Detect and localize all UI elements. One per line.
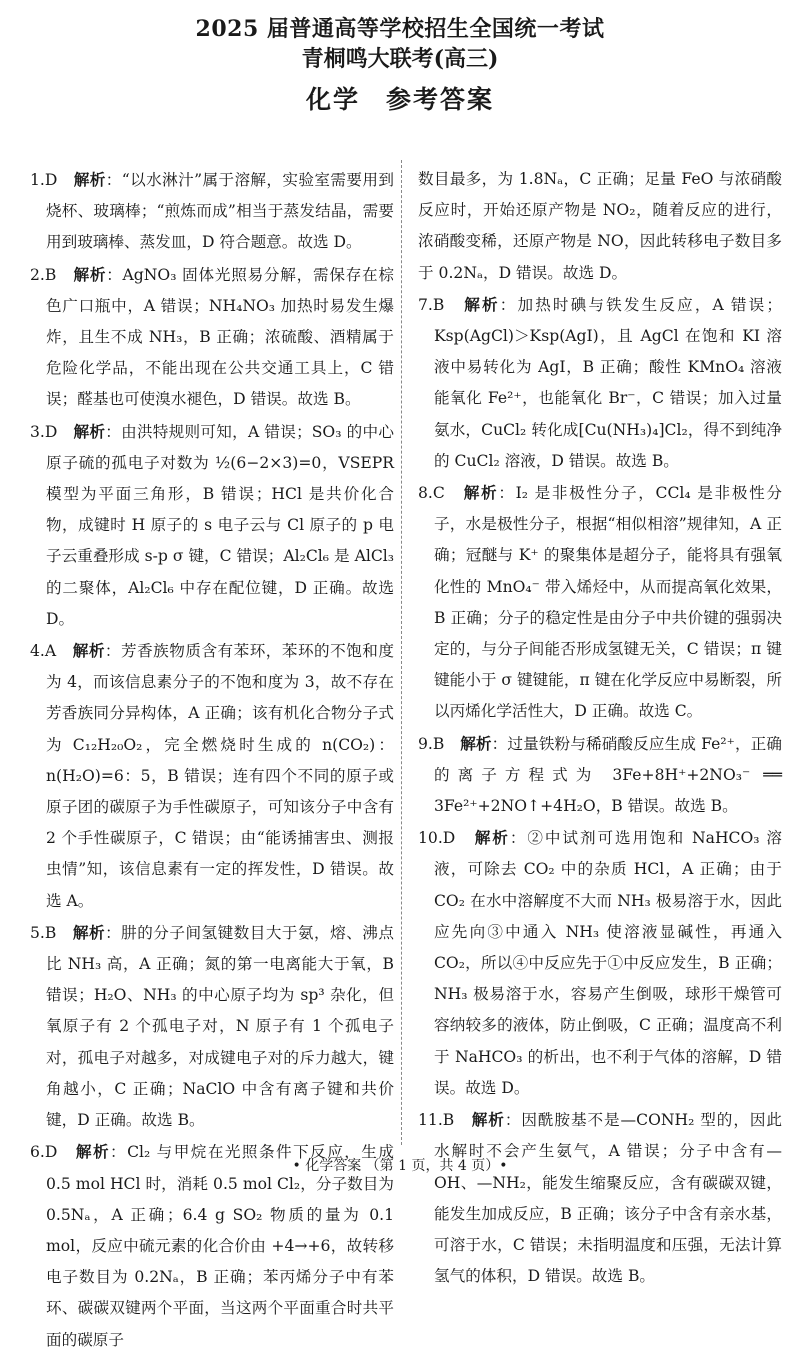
answer-item: 11.B 解析：因酰胺基不是—CONH₂ 型的，因此水解时不会产生氨气，A 错误；分子中含有—OH、—NH₂，能发生缩聚反应，含有碳碳双键，能发生加成反应，B 正确；该分子中含有亲水基，可溶于水，C 错误；未指明温度和压强，无法计算氢气的体积，D 错误。故选 B。 — [418, 1110, 782, 1286]
answer-item: 1.D 解析：“以水淋汁”属于溶解，实验室需要用到烧杯、玻璃棒；“煎炼而成”相当于蒸发结晶，需要用到玻璃棒、蒸发皿，D 符合题意。故选 D。 — [30, 170, 394, 252]
answer-item: 9.B 解析：过量铁粉与稀硝酸反应生成 Fe²⁺，正确的离子方程式为 3Fe+8H⁺+2NO₃⁻ ══ 3Fe²⁺+2NO↑+4H₂O，B 错误。故选 B。 — [418, 733, 782, 816]
answer-item: 5.B 解析：肼的分子间氢键数目大于氨，熔、沸点比 NH₃ 高，A 正确；氮的第一电离能大于氧，B 错误；H₂O、NH₃ 的中心原子均为 sp³ 杂化，但氧原子有 2 个孤电子对，N 原子有 1 个孤电子对，孤电子对越多，对成键电子对的斥力越大，键角越小，C 正确；NaClO 中含有离子键和共价键，D 正确。故选 B。 — [30, 922, 394, 1130]
page-footer: • 化学答案 （第 1 页，共 4 页）• — [292, 1158, 508, 1174]
header — [0, 14, 800, 118]
answer-item: 10.D 解析：②中试剂可选用饱和 NaHCO₃ 溶液，可除去 CO₂ 中的杂质 HCl，A 正确；由于 CO₂ 在水中溶解度不大而 NH₃ 极易溶于水，因此应先向③中通入 NH₃ 使溶液显碱性，再通入 CO₂，所以④中反应先于①中反应发生，B 正确；NH₃ 极易溶于水，容易产生倒吸，球形干燥管可容纳较多的液体，防止倒吸，C 正确；温度高不利于 NaHCO₃ 的析出，也不利于气体的溶解，D 错误。故选 D。 — [418, 828, 782, 1097]
answer-item: 7.B 解析：加热时碘与铁发生反应，A 错误；Ksp(AgCl)＞Ksp(AgI)，且 AgCl 在饱和 KI 溶液中易转化为 AgI，B 正确；酸性 KMnO₄ 溶液能氧化 Fe²⁺，也能氧化 Br⁻，C 错误；加入过量氨水，CuCl₂ 转化成[Cu(NH₃)₄]Cl₂，得不到纯净的 CuCl₂ 溶液，D 错误。故选 B。 — [418, 294, 782, 470]
answer-item: 6.D 解析：Cl₂ 与甲烷在光照条件下反应，生成 0.5 mol HCl 时，消耗 0.5 mol Cl₂，分子数目为 0.5Nₐ，A 正确；6.4 g SO₂ 物质的量为 0.1 mol，反应中硫元素的化合价由 +4→+6，故转移电子数目为 0.2Nₐ，B 正确；苯丙烯分子中有苯环、碳碳双键两个平面，当这两个平面重合时共平面的碳原子 — [30, 1142, 394, 1349]
subject-heading — [0, 82, 800, 118]
column-divider — [401, 160, 402, 1145]
answer-continuation: 数目最多，为 1.8Nₐ，C 正确；足量 FeO 与浓硝酸反应时，开始还原产物是 NO₂，随着反应的进行，浓硝酸变稀，还原产物是 NO，因此转移电子数目多于 0.2Nₐ，D 错误。故选 D。 — [418, 170, 782, 282]
answer-item: 2.B 解析：AgNO₃ 固体光照易分解，需保存在棕色广口瓶中，A 错误；NH₄NO₃ 加热时易发生爆炸，且生不成 NH₃，B 正确；浓硫酸、酒精属于危险化学品，不能出现在公共交通工具上，C 错误；醛基也可使溴水褪色，D 错误。故选 B。 — [30, 264, 394, 409]
left-column — [30, 164, 394, 1356]
right-column — [418, 164, 782, 1292]
subject-name: 化学 — [305, 85, 360, 114]
answer-item: 8.C 解析：I₂ 是非极性分子，CCl₄ 是非极性分子，水是极性分子，根据“相似相溶”规律知，A 正确；冠醚与 K⁺ 的聚集体是超分子，能将具有强氧化性的 MnO₄⁻ 带入烯烃中，从而提高氧化效果，B 正确；分子的稳定性是由分子中共价键的强弱决定的，与分子间能否形成氢键无关，C 错误；π 键键能小于 σ 键键能，π 键在化学反应中易断裂，所以丙烯化学活性大，D 正确。故选 C。 — [418, 483, 782, 721]
exam-subtitle: 青桐鸣大联考(高三) — [301, 46, 499, 72]
answer-item: 4.A 解析：芳香族物质含有苯环，苯环的不饱和度为 4，而该信息素分子的不饱和度为 3，故不存在芳香族同分异构体，A 正确；该有机化合物分子式为 C₁₂H₂₀O₂，完全燃烧时生成的 n(CO₂)：n(H₂O)=6：5，B 错误；连有四个不同的原子或原子团的碳原子为手性碳原子，可知该分子中含有 2 个手性碳原子，C 错误；由“能诱捕害虫、测报虫情”知，该信息素有一定的挥发性，D 错误。故选 A。 — [30, 641, 394, 910]
doc-type: 参考答案 — [386, 85, 495, 114]
answer-item: 3.D 解析：由洪特规则可知，A 错误；SO₃ 的中心原子硫的孤电子对数为 ½(6−2×3)=0，VSEPR 模型为平面三角形，B 错误；HCl 是共价化合物，成键时 H 原子的 s 电子云与 Cl 原子的 p 电子云重叠形成 s-p σ 键，C 错误；Al₂Cl₆ 是 AlCl₃ 的二聚体，Al₂Cl₆ 中存在配位键，D 正确。故选 D。 — [30, 421, 394, 628]
exam-title: 2025 届普通高等学校招生全国统一考试 — [195, 16, 605, 42]
